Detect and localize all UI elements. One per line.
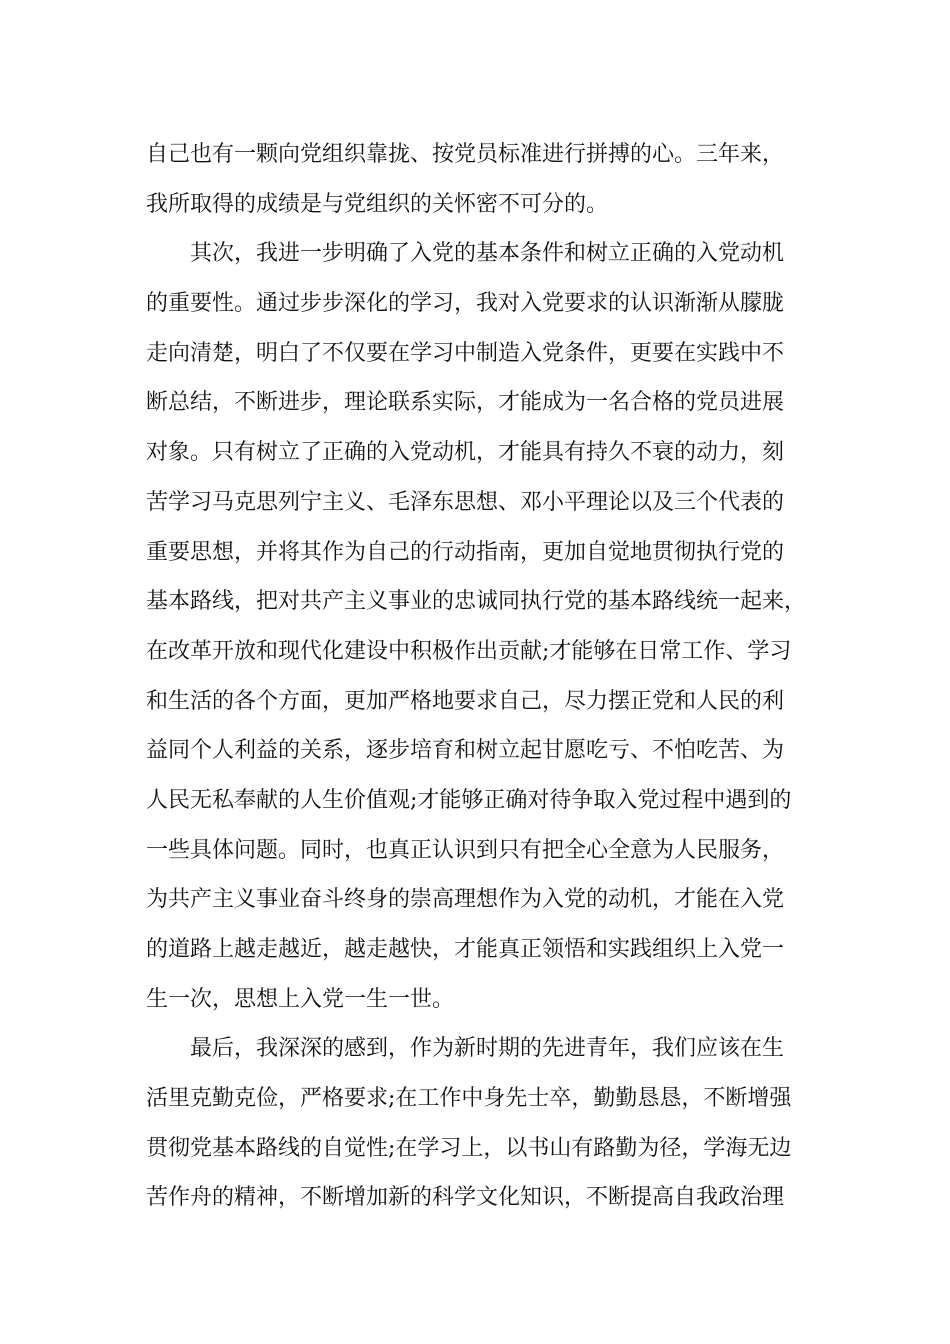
text-line: 重要思想，并将其作为自己的行动指南，更加自觉地贯彻执行党的 [146,539,785,565]
text-line: 苦作舟的精神，不断增加新的科学文化知识，不断提高自我政治理 [146,1185,785,1211]
text-line: 其次，我进一步明确了入党的基本条件和树立正确的入党动机 [146,241,785,267]
text-line: 活里克勤克俭，严格要求;在工作中身先士卒，勤勤恳恳，不断增强 [146,1086,792,1112]
text-line: 走向清楚，明白了不仅要在学习中制造入党条件，更要在实践中不 [146,340,785,366]
text-line: 自己也有一颗向党组织靠拢、按党员标准进行拼搏的心。三年来， [146,142,785,167]
text-line: 益同个人利益的关系，逐步培育和树立起甘愿吃亏、不怕吃苦、为 [146,738,785,764]
text-line: 为共产主义事业奋斗终身的崇高理想作为入党的动机，才能在入党 [146,887,785,913]
text-line: 人民无私奉献的人生价值观;才能够正确对待争取入党过程中遇到的 [146,787,792,813]
document-body [146,130,836,1223]
text-line: 和生活的各个方面，更加严格地要求自己，尽力摆正党和人民的利 [146,688,785,714]
text-line: 基本路线，把对共产主义事业的忠诚同执行党的基本路线统一起来， [146,589,807,615]
text-line: 贯彻党基本路线的自觉性;在学习上，以书山有路勤为径，学海无边 [146,1135,792,1161]
text-line: 一些具体问题。同时，也真正认识到只有把全心全意为人民服务， [146,837,785,863]
text-line: 的重要性。通过步步深化的学习，我对入党要求的认识渐渐从朦胧 [146,291,785,317]
text-line: 最后，我深深的感到，作为新时期的先进青年，我们应该在生 [146,1036,785,1062]
text-line: 在改革开放和现代化建设中积极作出贡献;才能够在日常工作、学习 [146,638,792,664]
text-line: 对象。只有树立了正确的入党动机，才能具有持久不衰的动力，刻 [146,440,785,466]
text-line: 生一次，思想上入党一生一世。 [146,986,455,1012]
text-line: 我所取得的成绩是与党组织的关怀密不可分的。 [146,191,609,217]
text-line: 苦学习马克思列宁主义、毛泽东思想、邓小平理论以及三个代表的 [146,489,785,515]
text-line: 断总结，不断进步，理论联系实际，才能成为一名合格的党员进展 [146,390,785,416]
text-line: 的道路上越走越近，越走越快，才能真正领悟和实践组织上入党一 [146,937,785,962]
